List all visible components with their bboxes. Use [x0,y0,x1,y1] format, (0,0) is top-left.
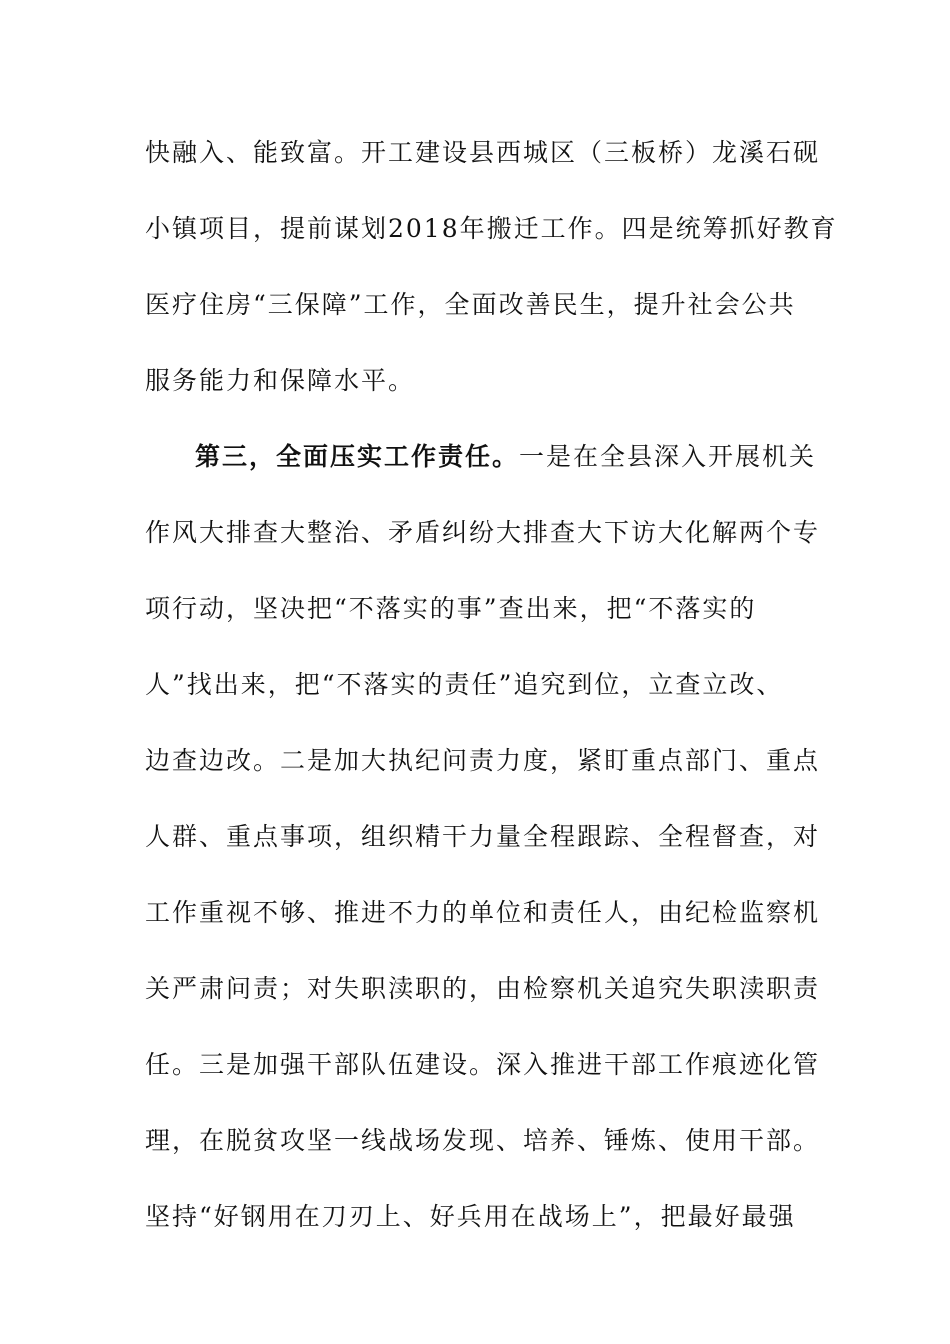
text-line: 关严肃问责；对失职渎职的，由检察机关追究失职渎职责 [145,974,821,1003]
text-line: 小镇项目，提前谋划2018年搬迁工作。四是统筹抓好教育 [145,214,838,243]
text-line: 作风大排查大整治、矛盾纠纷大排查大下访大化解两个专 [145,518,821,547]
text-line: 人”找出来，把“不落实的责任”追究到位，立查立改、 [145,670,784,699]
document-body [145,130,838,1270]
text-line: 工作重视不够、推进不力的单位和责任人，由纪检监察机 [145,898,821,927]
paragraph-first-line [145,434,817,510]
text-line: 坚持“好钢用在刀刃上、好兵用在战场上”，把最好最强 [145,1202,796,1231]
text-line: 边查边改。二是加大执纪问责力度，紧盯重点部门、重点 [145,746,821,775]
text-run: 一是在全县深入开展机关 [519,442,817,471]
section-heading: 第三，全面压实工作责任。 [195,442,520,471]
text-line: 任。三是加强干部队伍建设。深入推进干部工作痕迹化管 [145,1050,821,1079]
text-line: 服务能力和保障水平。 [145,366,416,395]
text-line: 人群、重点事项，组织精干力量全程跟踪、全程督查，对 [145,822,821,851]
text-line: 快融入、能致富。开工建设县西城区（三板桥）龙溪石砚 [145,138,821,167]
text-line: 项行动，坚决把“不落实的事”查出来，把“不落实的 [145,594,757,623]
text-line: 理，在脱贫攻坚一线战场发现、培养、锤炼、使用干部。 [145,1126,821,1155]
text-line: 医疗住房“三保障”工作，全面改善民生，提升社会公共 [145,290,796,319]
